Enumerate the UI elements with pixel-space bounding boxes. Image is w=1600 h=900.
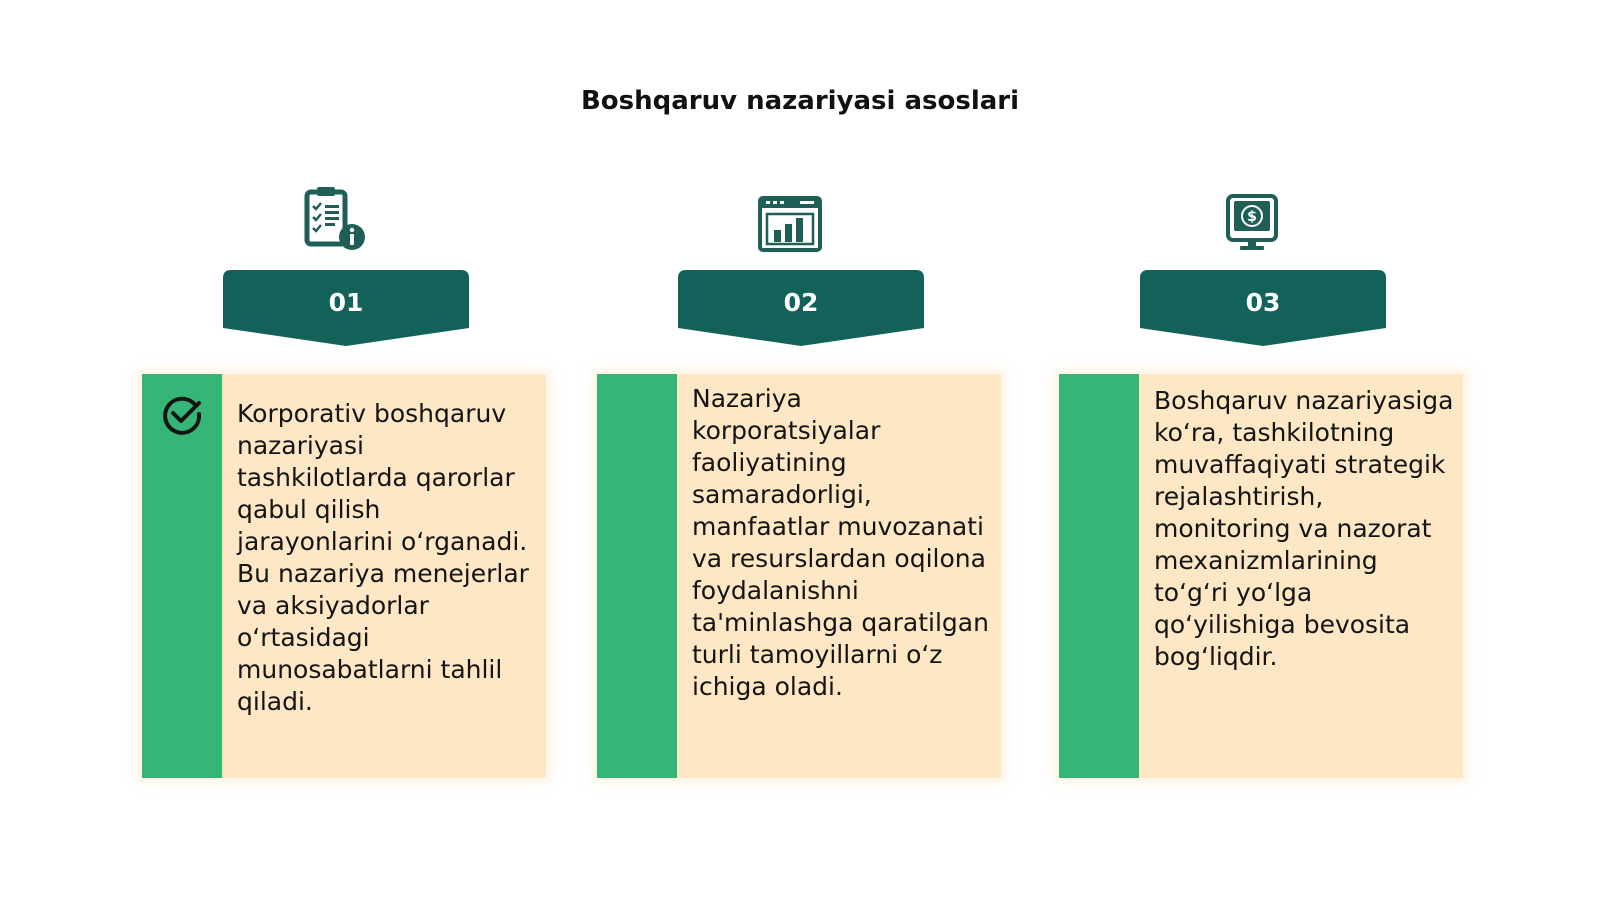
- monitor-dollar-icon: [1216, 192, 1288, 264]
- step-number: 03: [1245, 288, 1281, 317]
- info-card: [597, 374, 1001, 778]
- bar-chart-window-icon: [754, 192, 826, 264]
- page-title: Boshqaruv nazariyasi asoslari: [580, 86, 1020, 116]
- clipboard-checklist-info-icon: [299, 184, 371, 256]
- column-2: [597, 0, 1007, 900]
- step-banner: [223, 270, 469, 346]
- step-number: 01: [328, 288, 364, 317]
- info-card: [1059, 374, 1463, 778]
- card-accent-bar: [597, 374, 677, 778]
- card-accent-bar: [142, 374, 222, 778]
- card-text: Korporativ boshqaruv nazariyasi tashkilotlarda qarorlar qabul qilish jarayonlarini o‘rganadi. Bu nazariya menejerlar va aksiyadorlar o‘rtasidagi munosabatlarni tahlil qiladi.: [237, 399, 529, 716]
- step-banner: [1140, 270, 1386, 346]
- check-circle-icon: [160, 392, 204, 440]
- column-3: [1059, 0, 1469, 900]
- svg-text:$: $: [1247, 209, 1257, 225]
- step-number: 02: [783, 288, 819, 317]
- card-text: Boshqaruv nazariyasiga ko‘ra, tashkilotning muvaffaqiyati strategik rejalashtirish, monitoring va nazorat mexanizmlarining to‘g‘ri yo‘lga qo‘yilishiga bevosita bog‘liqdir.: [1154, 386, 1454, 671]
- step-banner: [678, 270, 924, 346]
- column-1: [142, 0, 552, 900]
- info-card: [142, 374, 546, 778]
- card-accent-bar: [1059, 374, 1139, 778]
- card-text: Nazariya korporatsiyalar faoliyatining samaradorligi, manfaatlar muvozanati va resurslardan oqilona foydalanishni ta'minlashga qaratilgan turli tamoyillarni o‘z ichiga oladi.: [692, 384, 989, 701]
